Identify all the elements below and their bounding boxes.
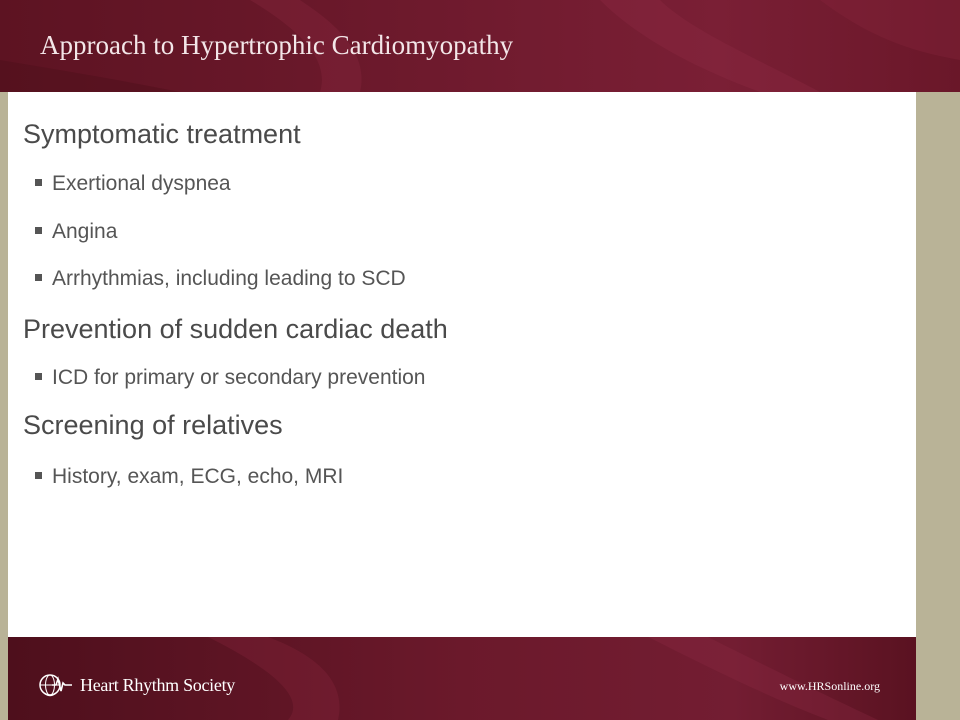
bullet-item: Angina bbox=[35, 220, 117, 244]
footer-url-link[interactable]: www.HRSonline.org bbox=[779, 679, 880, 693]
square-bullet-icon bbox=[35, 227, 42, 234]
globe-heart-logo-icon bbox=[38, 671, 74, 699]
slide-footer bbox=[8, 637, 916, 720]
square-bullet-icon bbox=[35, 373, 42, 380]
square-bullet-icon bbox=[35, 472, 42, 479]
right-accent-strip bbox=[916, 92, 960, 720]
slide-header bbox=[0, 0, 960, 92]
bullet-item: History, exam, ECG, echo, MRI bbox=[35, 465, 343, 489]
square-bullet-icon bbox=[35, 179, 42, 186]
slide-content bbox=[8, 92, 916, 637]
logo-text: Heart Rhythm Society bbox=[80, 674, 235, 695]
square-bullet-icon bbox=[35, 274, 42, 281]
section-heading: Screening of relatives bbox=[23, 410, 283, 440]
section-heading: Prevention of sudden cardiac death bbox=[23, 314, 448, 344]
bullet-item: ICD for primary or secondary prevention bbox=[35, 366, 425, 390]
slide-title: Approach to Hypertrophic Cardiomyopathy bbox=[40, 30, 514, 60]
bullet-item: Exertional dyspnea bbox=[35, 172, 231, 196]
bullet-item: Arrhythmias, including leading to SCD bbox=[35, 267, 406, 291]
section-heading: Symptomatic treatment bbox=[23, 119, 301, 149]
left-accent-strip bbox=[0, 92, 8, 720]
heart-rhythm-society-logo bbox=[38, 673, 235, 697]
